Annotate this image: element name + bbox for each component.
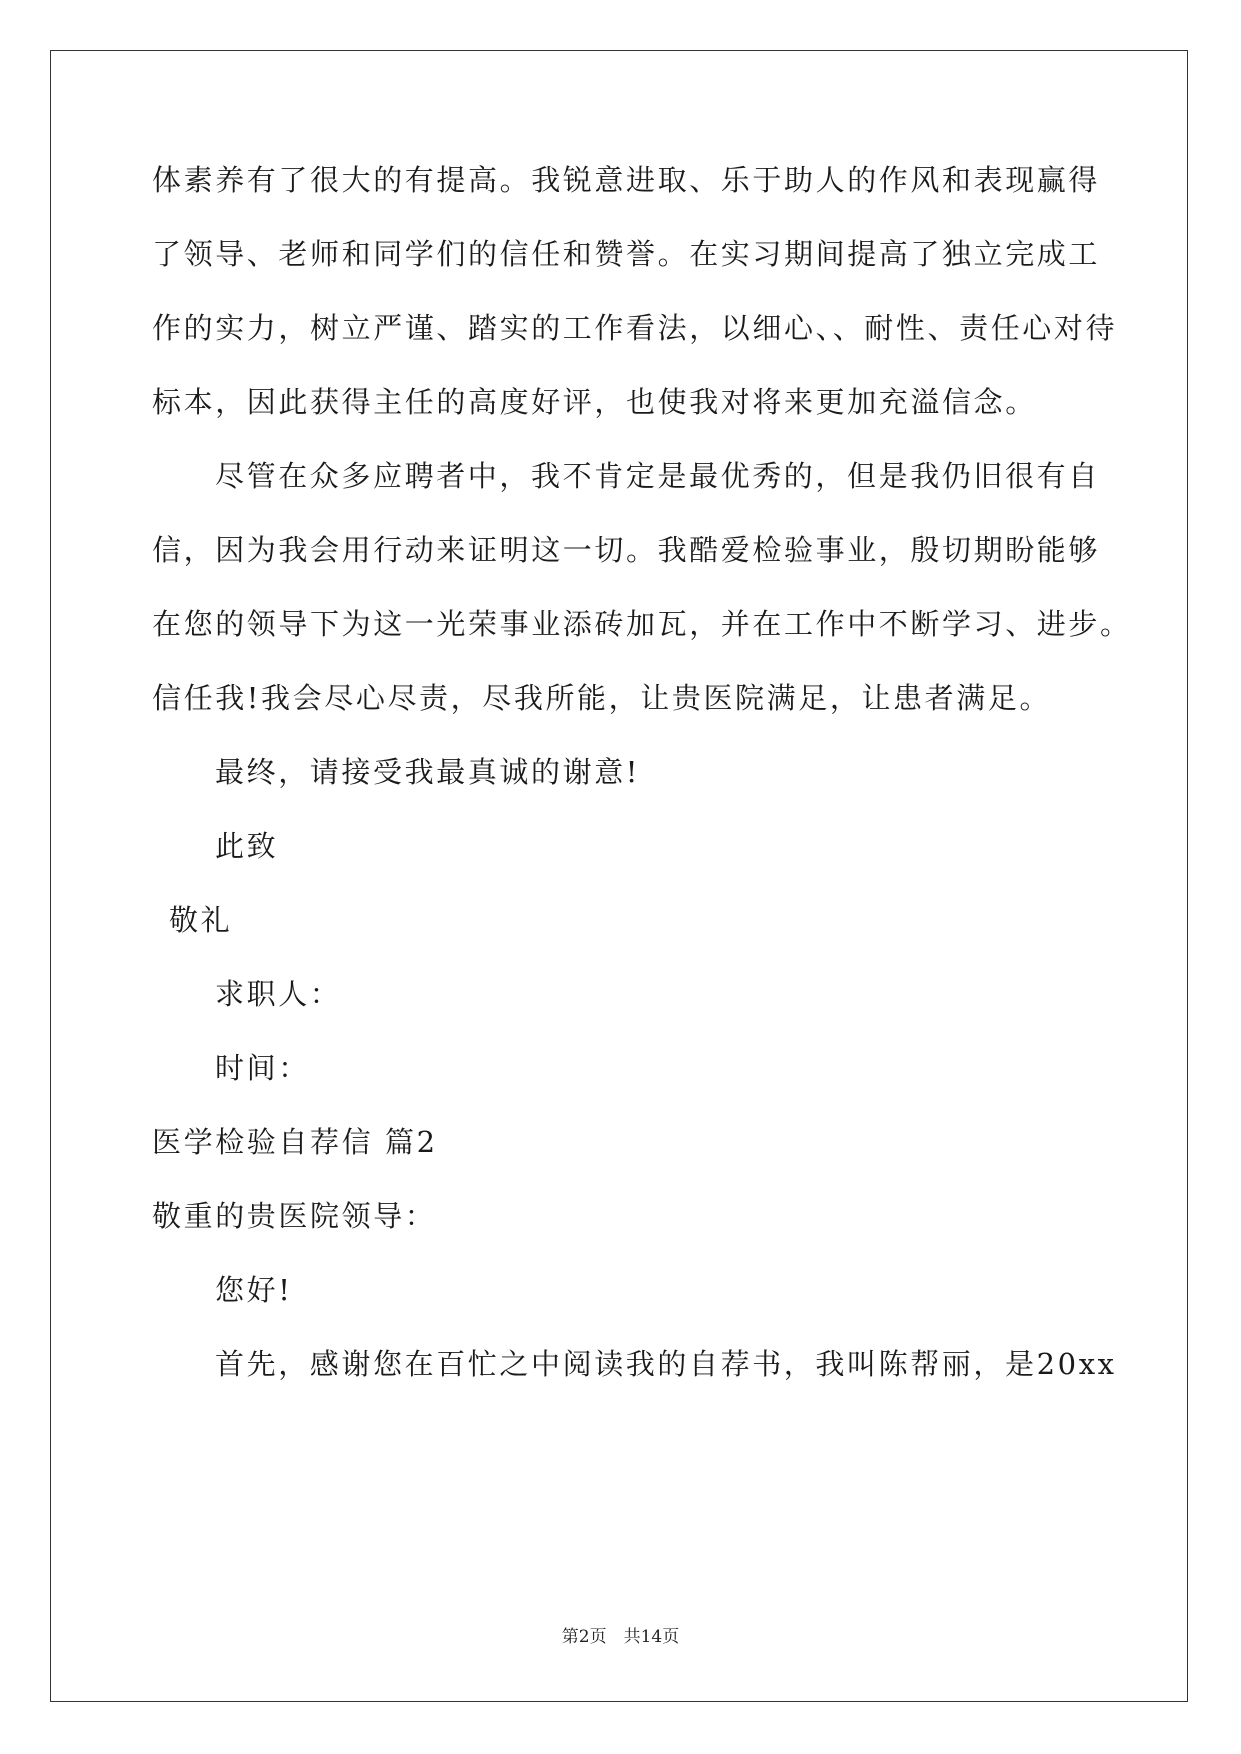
date-label: 时间： — [215, 1051, 310, 1085]
section-title: 医学检验自荐信 篇2 — [152, 1125, 438, 1159]
greeting: 您好! — [215, 1273, 293, 1307]
page-frame — [50, 50, 1188, 1702]
applicant-label: 求职人： — [215, 977, 342, 1011]
paragraph-line: 了领导、老师和同学们的信任和赞誉。在实习期间提高了独立完成工 — [152, 237, 1101, 271]
salutation-line: 此致 — [215, 829, 279, 863]
closing-line: 最终，请接受我最真诚的谢意! — [215, 755, 641, 789]
paragraph-line: 尽管在众多应聘者中，我不肯定是最优秀的，但是我仍旧很有自 — [215, 459, 1100, 493]
paragraph-line: 首先，感谢您在百忙之中阅读我的自荐书，我叫陈帮丽，是20xx — [215, 1347, 1117, 1381]
paragraph-line: 信，因为我会用行动来证明这一切。我酷爱检验事业，殷切期盼能够 — [152, 533, 1101, 567]
page-number: 第2页 共14页 — [561, 1627, 680, 1647]
paragraph-line: 体素养有了很大的有提高。我锐意进取、乐于助人的作风和表现赢得 — [152, 163, 1101, 197]
paragraph-line: 作的实力，树立严谨、踏实的工作看法，以细心、、耐性、责任心对待 — [152, 311, 1118, 345]
greeting-recipient: 敬重的贵医院领导： — [152, 1199, 437, 1233]
salutation-line: 敬礼 — [169, 903, 233, 937]
paragraph-line: 标本，因此获得主任的高度好评，也使我对将来更加充溢信念。 — [152, 385, 1037, 419]
paragraph-line: 信任我!我会尽心尽责，尽我所能，让贵医院满足，让患者满足。 — [152, 681, 1052, 715]
paragraph-line: 在您的领导下为这一光荣事业添砖加瓦，并在工作中不断学习、进步。 — [152, 607, 1132, 641]
